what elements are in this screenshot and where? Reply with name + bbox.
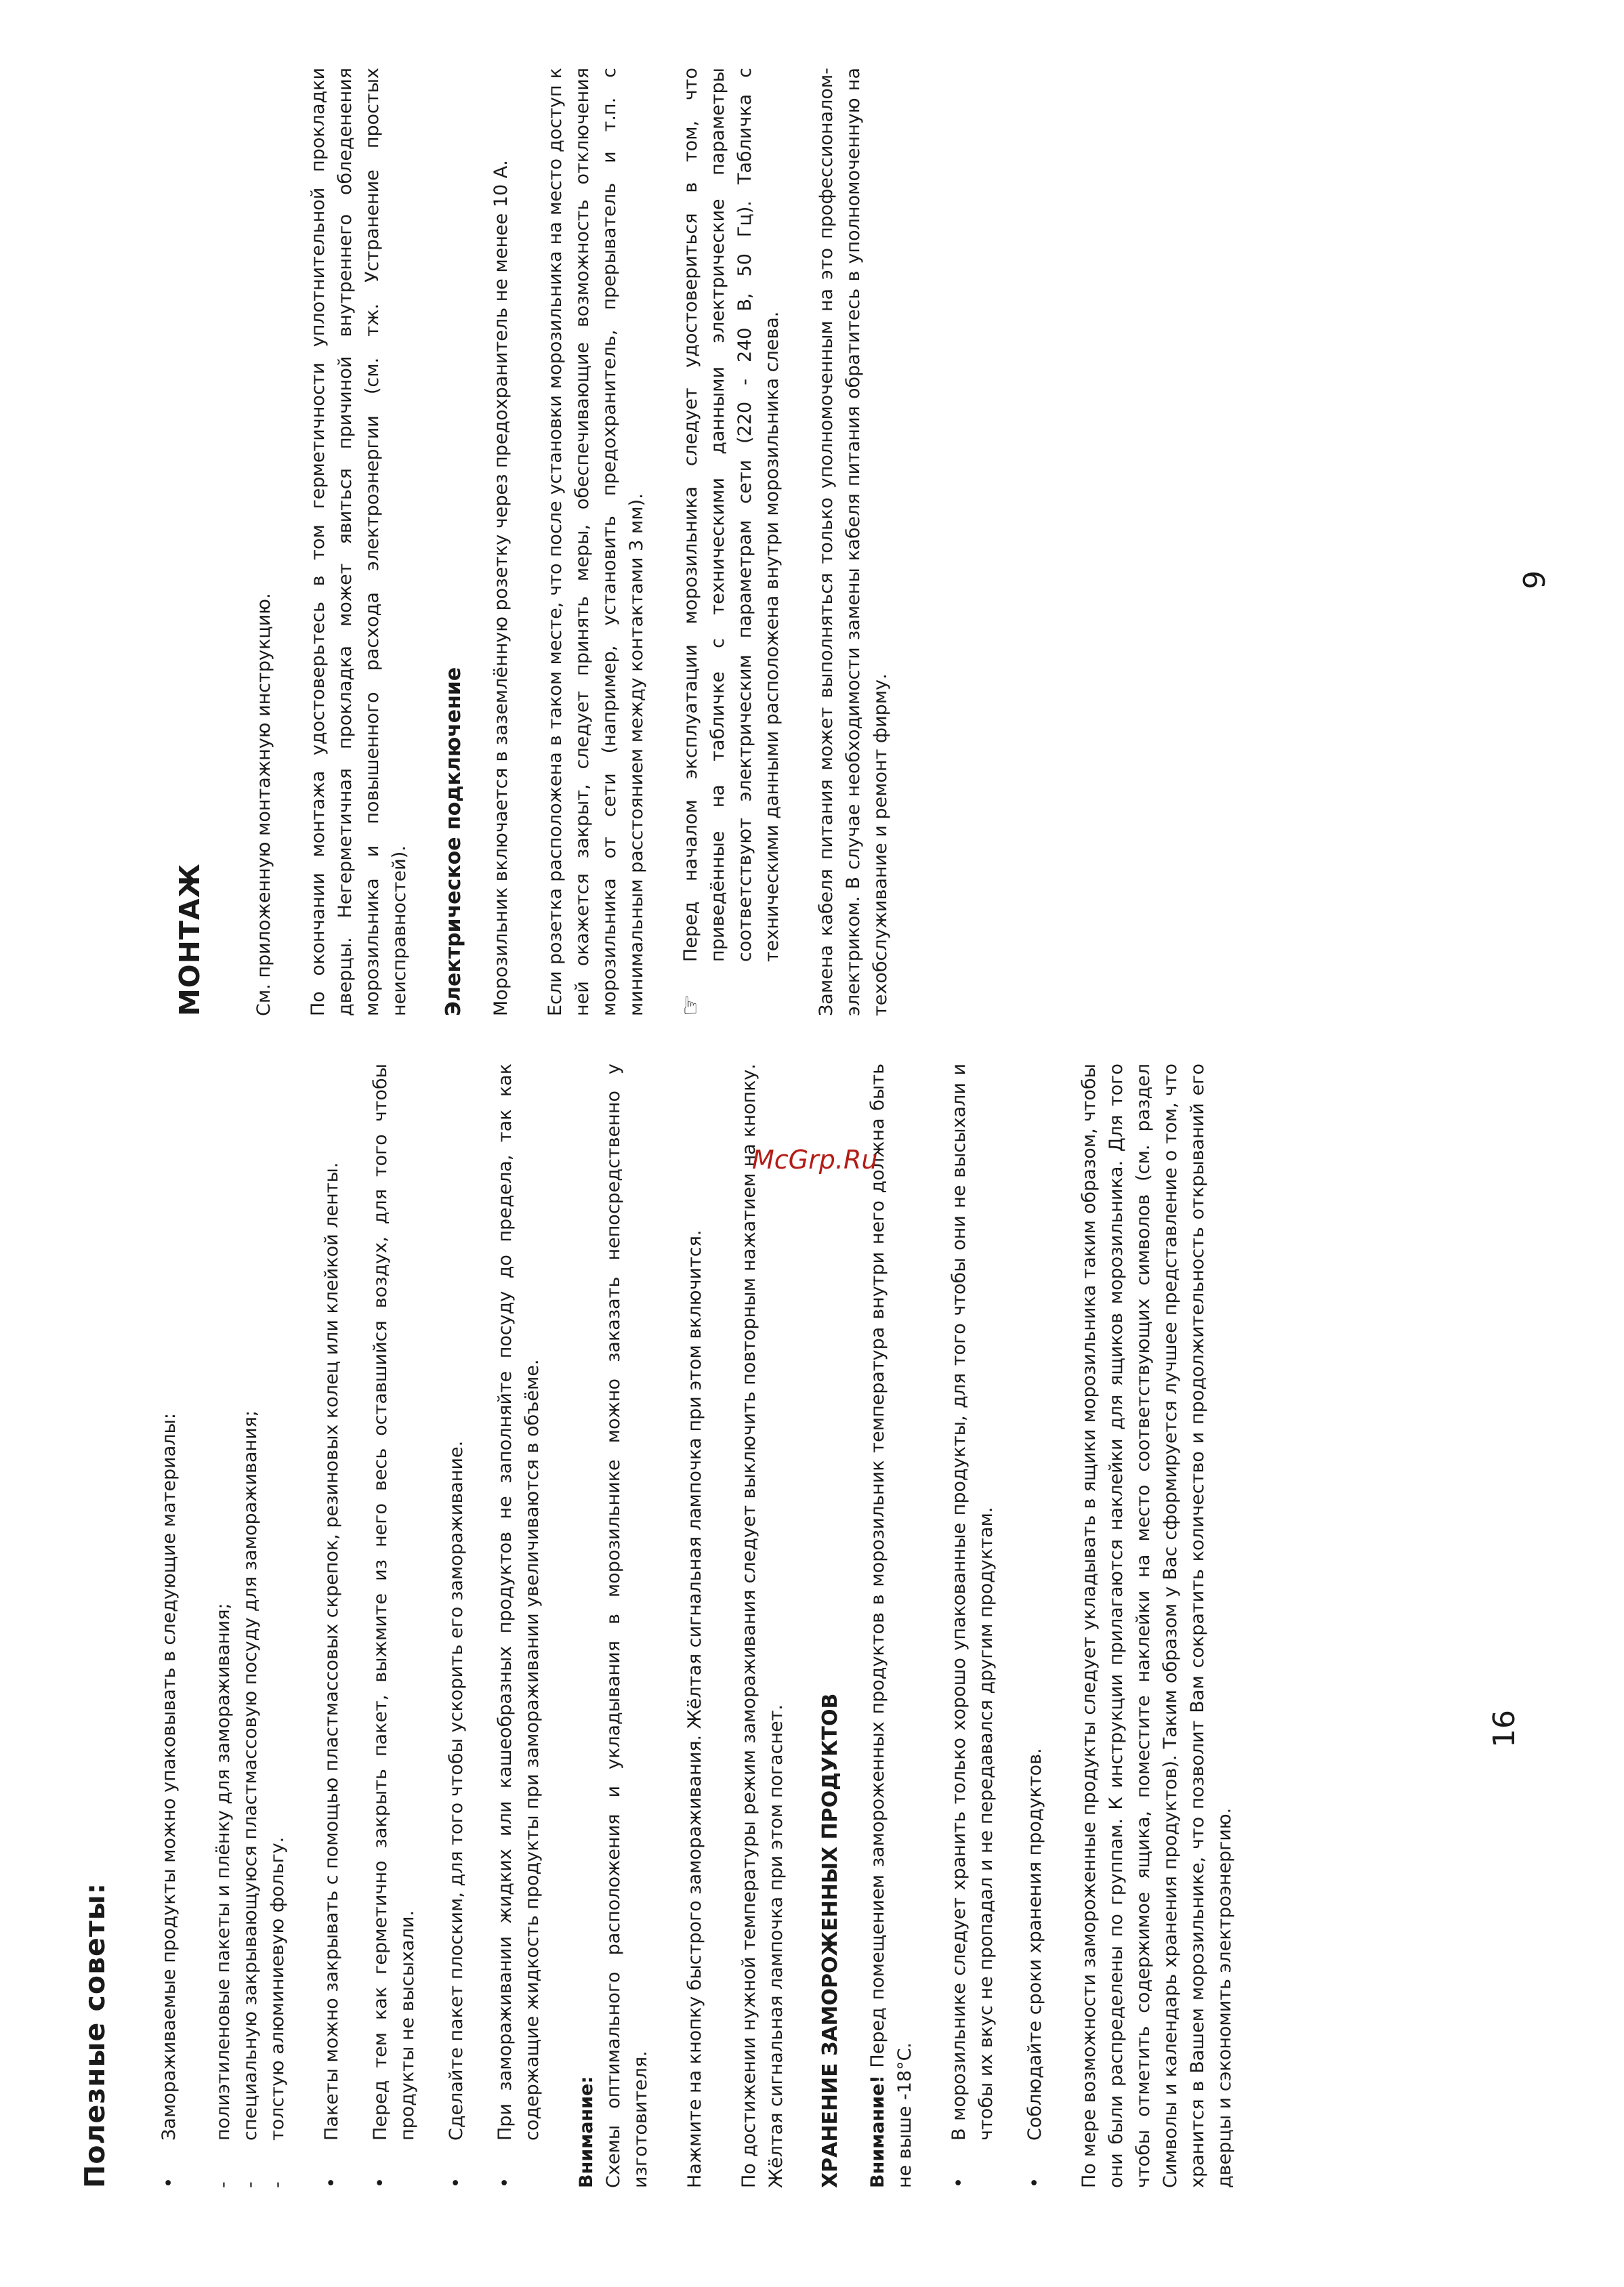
freeze-off-paragraph: По достижении нужной температуры режим замораживания следует выключить повторным нажатием на кнопку. Жёлтая сигнальная лампочка при этом погаснет. — [738, 1064, 787, 2188]
warning-text: Схемы оптимального расположения и укладывания в морозильнике можно заказать непосредственно у изготовителя. — [603, 1064, 651, 2188]
storage-list — [946, 1064, 1049, 2188]
list-item: • Перед тем как герметично закрыть пакет, выжмите из него весь оставшийся воздух, для того чтобы продукты не высыхали. — [367, 1064, 421, 2188]
bullet: • — [949, 2177, 970, 2188]
page-16-column — [81, 1064, 1266, 2188]
warning-label: Внимание: — [576, 2076, 597, 2188]
note-paragraph: ☞ Перед началом эксплуатации морозильника следует удостовериться в том, что приведённые на табличке с техническими данными электрические параметры соответствуют электрическим параметрам сети (220 - 240 В, 50 Гц). Табличка с техническими данными расположена внутри морозильника слева. — [677, 68, 783, 1016]
dash: - — [240, 2181, 261, 2188]
bullet: • — [495, 2177, 516, 2188]
storage-title: ХРАНЕНИЕ ЗАМОРОЖЕННЫХ ПРОДУКТОВ — [818, 1693, 842, 2188]
list-item: - специальную закрывающуюся пластмассовую посуду для замораживания; — [237, 1064, 264, 2188]
fast-freeze-paragraph: Нажмите на кнопку быстрого замораживания. Жёлтая сигнальная лампочка при этом включится. — [684, 1230, 705, 2188]
page-9-column — [173, 68, 921, 1016]
storage-warning — [865, 1064, 919, 2188]
montage-title: МОНТАЖ — [173, 863, 206, 1016]
bullet: • — [370, 2177, 391, 2188]
montage-paragraph-3: Морозильник включается в заземлённую розетку через предохранитель не менее 10 А. — [491, 160, 512, 1016]
list-item: • При замораживании жидких или кашеобразных продуктов не заполняйте посуду до предела, так как содержащие жидкость продукты при замораживании увеличиваются в объёме. — [492, 1064, 546, 2188]
storage-paragraph: По мере возможности замороженные продукты следует укладывать в ящики морозильника таким образом, чтобы они были распределены по группам. К инструкции прилагаются наклейки для ящиков морозильника. Для того чтобы отметить содержимое ящика, поместите наклейки на место соответствующих символов (см. раздел Символы и календарь хранения продуктов). Таким образом у Вас сформируется лучшее представление о том, что хранится в Вашем морозильнике, что позволит Вам сократить количество и продолжительность открываний его дверцы и сэкономить электроэнергию. — [1079, 1064, 1235, 2188]
bullet: • — [159, 2177, 180, 2188]
list-item: • Пакеты можно закрывать с помощью пластмассовых скрепок, резиновых колец или клейкой ленты. — [318, 1064, 346, 2188]
page-number-16: 16 — [1487, 1710, 1522, 1748]
list-item: • Замораживаемые продукты можно упаковывать в следующие материалы: — [156, 1064, 183, 2188]
electric-connection-title: Электрическое подключение — [442, 667, 465, 1016]
bullet: • — [1024, 2177, 1045, 2188]
materials-list — [210, 1064, 291, 2188]
bullet: • — [446, 2177, 467, 2188]
page-number-9: 9 — [1518, 570, 1552, 589]
pointing-hand-icon: ☞ — [677, 994, 705, 1016]
dash: - — [213, 2181, 234, 2188]
montage-paragraph-2: По окончании монтажа удостоверьтесь в том герметичности уплотнительной прокладки дверцы. Негерметичная прокладка может явиться причиной внутреннего обледенения морозильника и повышенного расхода электроэнергии (см. тж. Устранение простых неисправностей). — [308, 68, 410, 1016]
tips-title: Полезные советы: — [79, 1882, 111, 2188]
tips-list — [318, 1064, 546, 2188]
bullet: • — [321, 2177, 342, 2188]
list-item: • Сделайте пакет плоским, для того чтобы ускорить его замораживание. — [443, 1064, 470, 2188]
storage-warning-label: Внимание! — [867, 2075, 888, 2188]
list-item: • Соблюдайте сроки хранения продуктов. — [1022, 1064, 1049, 2188]
watermark: McGrp.Ru — [752, 1145, 878, 1175]
montage-paragraph-1: См. приложенную монтажную инструкцию. — [253, 593, 274, 1016]
list-item: - толстую алюминиевую фольгу. — [264, 1064, 291, 2188]
warning-paragraph — [573, 1064, 654, 2188]
montage-paragraph-5: Замена кабеля питания может выполняться только уполномоченным на это профессионалом-электриком. В случае необходимости замены кабеля питания обратитесь в уполномоченную на техобслуживание и ремонт фирму. — [816, 68, 891, 1016]
montage-paragraph-4: Если розетка расположена в таком месте, что после установки морозильника на место доступ к ней окажется закрыт, следует принять меры, обеспечивающие возможность отключения морозильника от сети (например, установить предохранитель, прерыватель и т.п. с минимальным расстоянием между контактами 3 мм). — [545, 68, 647, 1016]
storage-warning-text: Перед помещением замороженных продуктов в морозильник температура внутри него должна быть не выше -18°С. — [867, 1064, 915, 2188]
list-item: • В морозильнике следует хранить только хорошо упакованные продукты, для того чтобы они не высыхали и чтобы их вкус не пропадал и не передавался другим продуктам. — [946, 1064, 1000, 2188]
list-item: - полиэтиленовые пакеты и плёнку для замораживания; — [210, 1064, 237, 2188]
tips-intro-list — [156, 1064, 183, 2188]
dash: - — [267, 2181, 288, 2188]
